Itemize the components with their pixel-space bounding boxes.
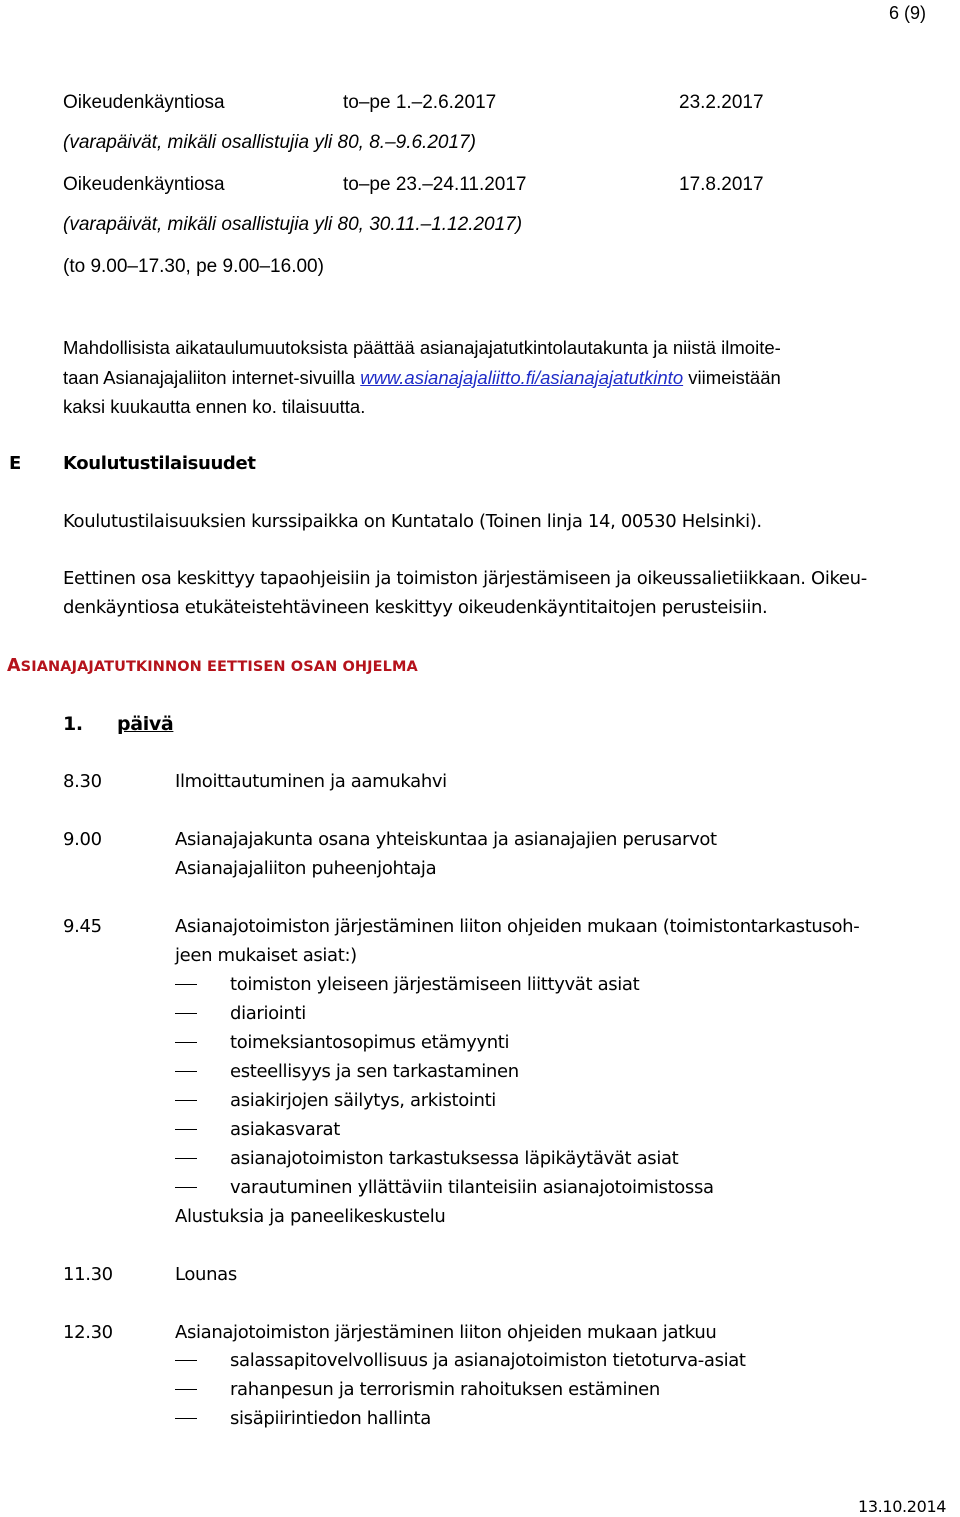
list-item: toimeksiantosopimus etämyynti: [230, 1032, 510, 1053]
schedule-deadline-2: 17.8.2017: [679, 174, 764, 195]
list-item: toimiston yleiseen järjestämiseen liittyvät asiat: [230, 974, 640, 995]
program-heading-initial: A: [7, 656, 21, 676]
list-item: asianajotoimiston tarkastuksessa läpikäytävät asiat: [230, 1148, 679, 1169]
footer-date: 13.10.2014: [858, 1497, 947, 1516]
agenda-title: Lounas: [175, 1264, 237, 1285]
agenda-speaker: Asianajajaliiton puheenjohtaja: [175, 858, 437, 879]
agenda-title: Asianajajakunta osana yhteiskuntaa ja asianajajien perusarvot: [175, 829, 717, 850]
agenda-time: 9.45: [63, 916, 102, 937]
list-item: sisäpiirintiedon hallinta: [230, 1408, 431, 1429]
bullet-dash: [175, 1129, 197, 1130]
day-number: 1.: [63, 713, 83, 735]
section-letter: E: [9, 453, 21, 474]
agenda-time: 11.30: [63, 1264, 113, 1285]
agenda-time: 12.30: [63, 1322, 113, 1343]
agenda-title: Ilmoittautuminen ja aamukahvi: [175, 771, 447, 792]
program-heading: [7, 656, 418, 676]
bullet-dash: [175, 1042, 197, 1043]
schedule-times: (to 9.00–17.30, pe 9.00–16.00): [63, 256, 324, 277]
focus-line-1: Eettinen osa keskittyy tapaohjeisiin ja toimiston järjestämiseen ja oikeussalietiikkaan. Oikeu-: [63, 568, 867, 589]
bullet-dash: [175, 1013, 197, 1014]
schedule-note-2: (varapäivät, mikäli osallistujia yli 80, 30.11.–1.12.2017): [63, 214, 523, 235]
list-item: asiakirjojen säilytys, arkistointi: [230, 1090, 496, 1111]
notice-line-1: Mahdollisista aikataulumuutoksista päättää asianajajatutkintolautakunta ja niistä ilmoite-: [63, 337, 781, 358]
notice-line-2-text: taan Asianajajaliiton internet-sivuilla: [63, 367, 361, 388]
agenda-title: Asianajotoimiston järjestäminen liiton ohjeiden mukaan (toimistontarkastusoh-: [175, 916, 860, 937]
program-heading-rest: SIANAJAJATUTKINNON EETTISEN OSAN OHJELMA: [20, 659, 418, 675]
schedule-deadline-1: 23.2.2017: [679, 92, 764, 113]
bullet-dash: [175, 1071, 197, 1072]
bullet-dash: [175, 1100, 197, 1101]
day-label: päivä: [117, 713, 174, 735]
schedule-dates-1: to–pe 1.–2.6.2017: [343, 92, 497, 113]
list-item: asiakasvarat: [230, 1119, 340, 1140]
list-item: diariointi: [230, 1003, 306, 1024]
agenda-time: 8.30: [63, 771, 102, 792]
schedule-dates-2: to–pe 23.–24.11.2017: [343, 174, 527, 195]
notice-line-2-tail: viimeistään: [683, 367, 781, 388]
list-item: esteellisyys ja sen tarkastaminen: [230, 1061, 519, 1082]
venue-text: Koulutustilaisuuksien kurssipaikka on Kuntatalo (Toinen linja 14, 00530 Helsinki).: [63, 511, 762, 532]
notice-line-3: kaksi kuukautta ennen ko. tilaisuutta.: [63, 396, 366, 417]
bullet-dash: [175, 1187, 197, 1188]
agenda-title-cont: jeen mukaiset asiat:): [175, 945, 357, 966]
bullet-dash: [175, 1158, 197, 1159]
schedule-part-1: Oikeudenkäyntiosa: [63, 92, 225, 113]
asianajajaliitto-link[interactable]: www.asianajajaliitto.fi/asianajajatutkinto: [360, 367, 684, 388]
agenda-time: 9.00: [63, 829, 102, 850]
list-item: varautuminen yllättäviin tilanteisiin asianajotoimistossa: [230, 1177, 714, 1198]
section-title: Koulutustilaisuudet: [63, 453, 256, 474]
page-number: 6 (9): [889, 3, 927, 23]
list-item: rahanpesun ja terrorismin rahoituksen estäminen: [230, 1379, 660, 1400]
notice-line-2: [63, 367, 781, 389]
schedule-part-2: Oikeudenkäyntiosa: [63, 174, 225, 195]
agenda-title: Asianajotoimiston järjestäminen liiton ohjeiden mukaan jatkuu: [175, 1322, 717, 1343]
agenda-note: Alustuksia ja paneelikeskustelu: [175, 1206, 446, 1227]
bullet-dash: [175, 984, 197, 985]
bullet-dash: [175, 1389, 197, 1390]
schedule-note-1: (varapäivät, mikäli osallistujia yli 80, 8.–9.6.2017): [63, 132, 476, 153]
focus-line-2: denkäyntiosa etukäteistehtävineen keskittyy oikeudenkäyntitaitojen perusteisiin.: [63, 597, 768, 618]
list-item: salassapitovelvollisuus ja asianajotoimiston tietoturva-asiat: [230, 1350, 746, 1371]
bullet-dash: [175, 1360, 197, 1361]
bullet-dash: [175, 1418, 197, 1419]
